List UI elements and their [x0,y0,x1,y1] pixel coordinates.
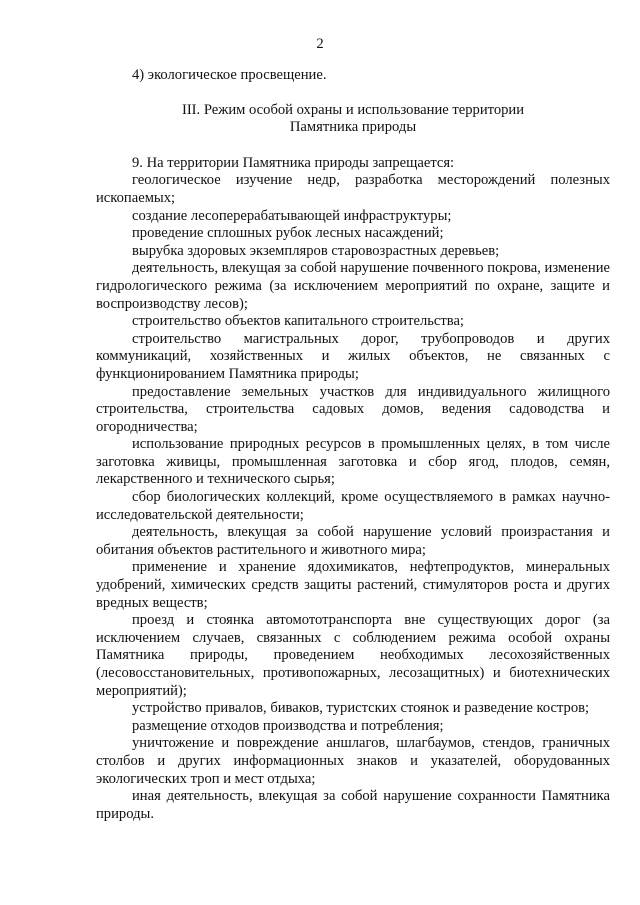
list-item: проведение сплошных рубок лесных насаждений; [132,225,444,242]
list-item: размещение отходов производства и потребления; [132,717,444,734]
list-item: применение и хранение ядохимикатов, нефтепродуктов, минеральных удобрений, химических средств защиты растений, стимуляторов роста и других вредных веществ; [96,559,610,611]
list-item: строительство магистральных дорог, трубопроводов и других коммуникаций, хозяйственных и жилых объектов, не связанных с функционированием Памятника природы; [96,330,610,382]
list-item: проезд и стоянка автомототранспорта вне существующих дорог (за исключением случаев, связанных с соблюдением режима особой охраны Памятника природы, проведением необходимых лесохозяйственных (лесовосстановительных, противопожарных, лесозащитных) и биотехнических мероприятий); [96,612,610,699]
list-item: деятельность, влекущая за собой нарушение условий произрастания и обитания объектов растительного и животного мира; [96,524,610,558]
list-item: использование природных ресурсов в промышленных целях, в том числе заготовка живицы, промышленная заготовка и сбор ягод, плодов, семян, лекарственного и технического сырья; [96,436,610,488]
document-body [96,67,610,823]
page-number: 2 [316,36,324,52]
list-item: создание лесоперерабатывающей инфраструктуры; [132,207,452,224]
list-item: геологическое изучение недр, разработка месторождений полезных ископаемых; [96,172,610,206]
list-item: деятельность, влекущая за собой нарушение почвенного покрова, изменение гидрологического режима (за исключением мероприятий по охране, защите и воспроизводству лесов); [96,260,610,312]
section-title-line-1: III. Режим особой охраны и использование территории [181,101,525,118]
list-item: вырубка здоровых экземпляров старовозрастных деревьев; [132,242,500,259]
list-item: сбор биологических коллекций, кроме осуществляемого в рамках научно-исследовательской деятельности; [96,489,610,523]
clause-lead: 9. На территории Памятника природы запрещается: [132,154,455,171]
list-item: предоставление земельных участков для индивидуального жилищного строительства, строительства садовых домов, ведения садоводства и огородничества; [96,383,610,435]
section-title-line-2: Памятника природы [289,119,417,136]
intro-item: 4) экологическое просвещение. [132,67,327,83]
list-item: иная деятельность, влекущая за собой нарушение сохранности Памятника природы. [96,788,610,822]
list-item: уничтожение и повреждение аншлагов, шлагбаумов, стендов, граничных столбов и других информационных знаков и указателей, оборудованных экологических троп и мест отдыха; [96,735,610,787]
list-item: строительство объектов капитального строительства; [132,313,464,330]
list-item: устройство привалов, биваков, туристских стоянок и разведение костров; [132,700,590,717]
